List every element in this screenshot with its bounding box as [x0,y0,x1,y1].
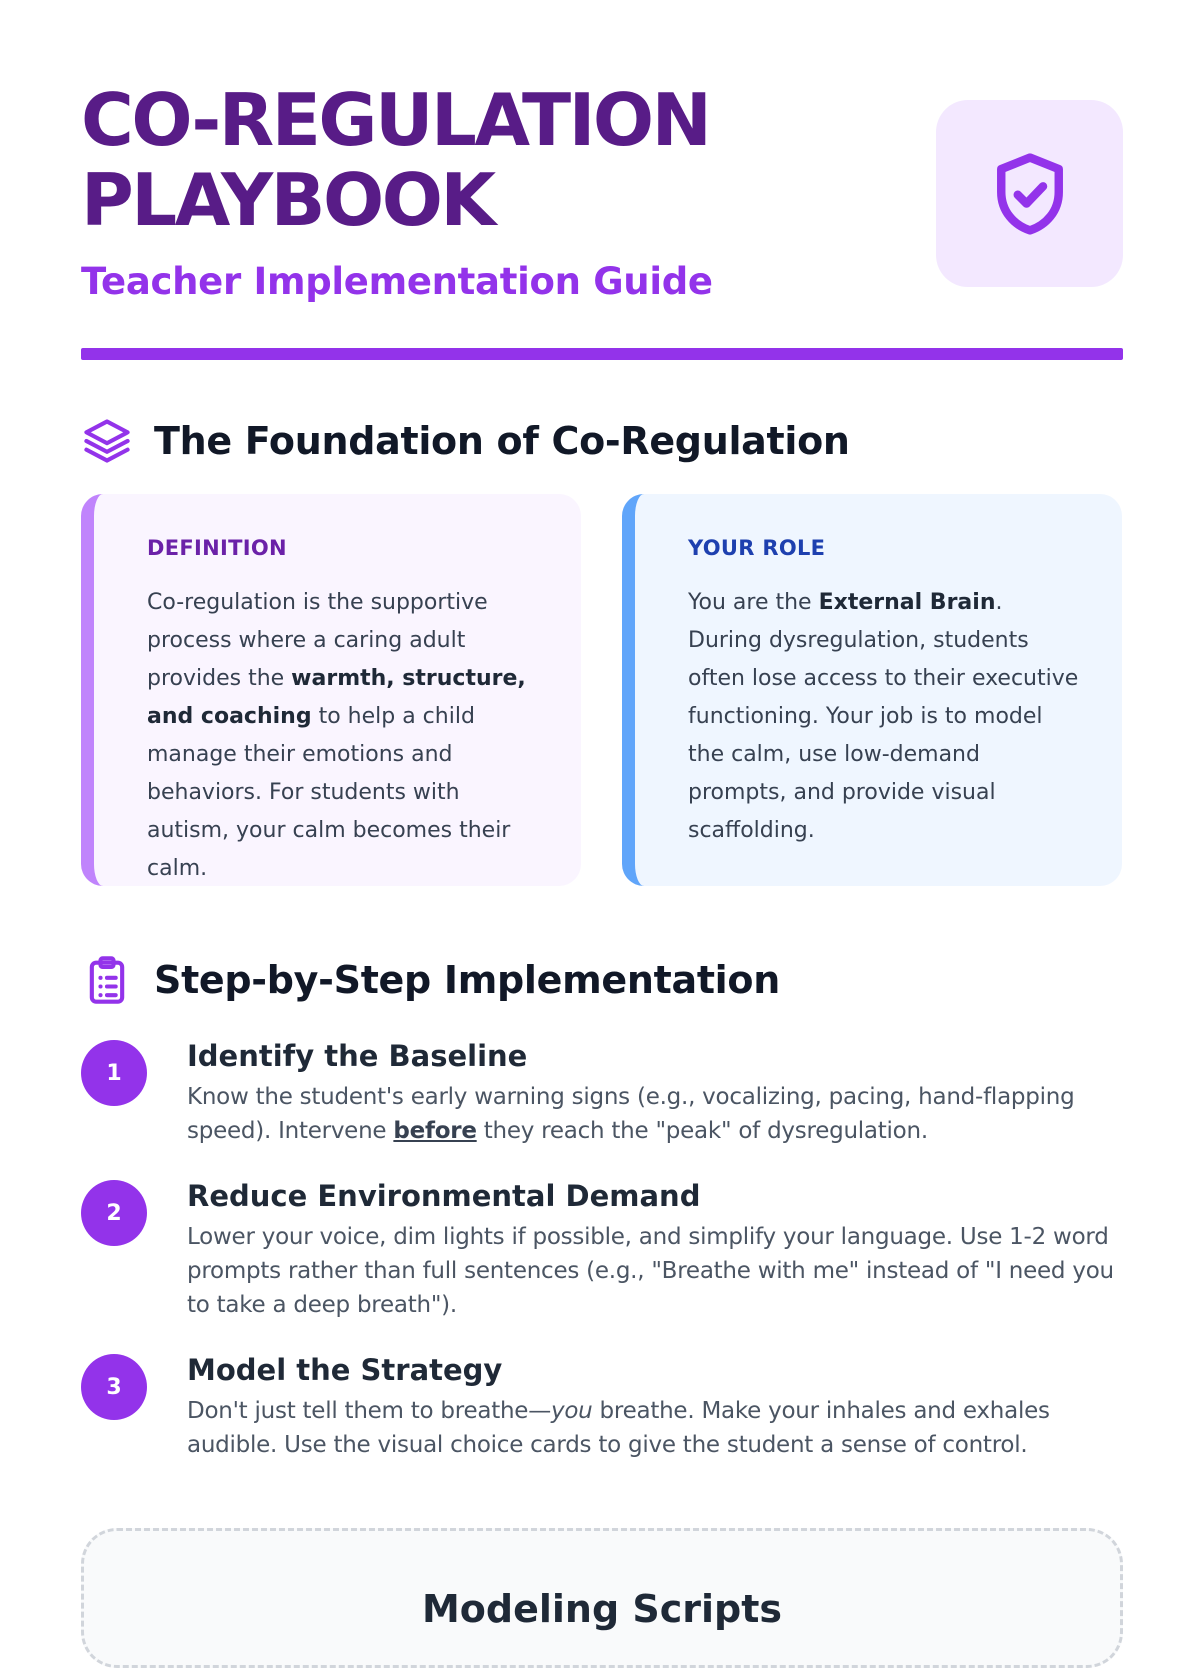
role-text [688,584,1082,850]
playbook-page [81,0,1123,1631]
shield-check-icon [984,142,1076,246]
step-title: Identify the Baseline [187,1039,528,1073]
page-header [81,0,1123,362]
step-content [187,1038,1123,1148]
implementation-heading: Step-by-Step Implementation [154,958,780,1002]
title-line-1: CO-REGULATION [81,78,710,162]
definition-text [147,584,541,886]
step-title: Model the Strategy [187,1353,503,1387]
step-description [187,1080,1123,1148]
step-content [187,1178,1123,1322]
step-desc-emphasis: you [550,1398,593,1424]
step-description [187,1220,1123,1322]
step-desc-part2: they reach the "peak" of dysregulation. [476,1118,928,1144]
role-text-bold: External Brain [818,590,996,615]
role-text-part1: You are the [688,590,819,615]
foundation-heading: The Foundation of Co-Regulation [154,419,850,463]
page-subtitle: Teacher Implementation Guide [81,260,713,303]
definition-text-part2: to help a child manage their emotions and behaviors. For students with autism, your calm becomes their calm. [147,704,511,881]
step-description [187,1394,1123,1462]
step-number-badge: 2 [81,1180,147,1246]
page-title [81,80,709,240]
role-text-part2: . During dysregulation, students often lose access to their executive functioning. Your job is to model the calm, use low-demand prompts, and provide visual scaffolding. [688,590,1079,843]
step-number-badge: 3 [81,1354,147,1420]
shield-badge [936,100,1123,287]
step-desc-part1: Lower your voice, dim lights if possible, and simplify your language. Use 1-2 word prompts rather than full sentences (e.g., "Breathe with me" instead of "I need you to take a deep breath"). [187,1224,1114,1318]
definition-card [81,494,581,886]
layers-icon [81,415,133,467]
step-desc-part2: breathe. Make your inhales and exhales audible. Use the visual choice cards to give the student a sense of control. [187,1398,1050,1458]
clipboard-list-icon [81,954,133,1006]
implementation-section-header [81,954,780,1006]
step-content [187,1352,1123,1462]
definition-label: DEFINITION [147,536,287,560]
header-divider [81,348,1123,360]
definition-text-bold: warmth, structure, and coaching [147,666,526,729]
modeling-scripts-heading: Modeling Scripts [421,1587,783,1631]
step-desc-part1: Know the student's early warning signs (e.g., vocalizing, pacing, hand-flapping speed). Intervene [187,1084,1075,1144]
role-card [622,494,1122,886]
step-number-badge: 1 [81,1040,147,1106]
modeling-scripts-box [81,1528,1123,1668]
step-title: Reduce Environmental Demand [187,1179,701,1213]
role-label: YOUR ROLE [688,536,826,560]
definition-text-part1: Co-regulation is the supportive process where a caring adult provides the [147,590,488,691]
title-line-2: PLAYBOOK [81,158,494,242]
foundation-section-header [81,415,850,467]
step-desc-emphasis: before [393,1118,477,1144]
step-desc-part1: Don't just tell them to breathe— [187,1398,551,1424]
